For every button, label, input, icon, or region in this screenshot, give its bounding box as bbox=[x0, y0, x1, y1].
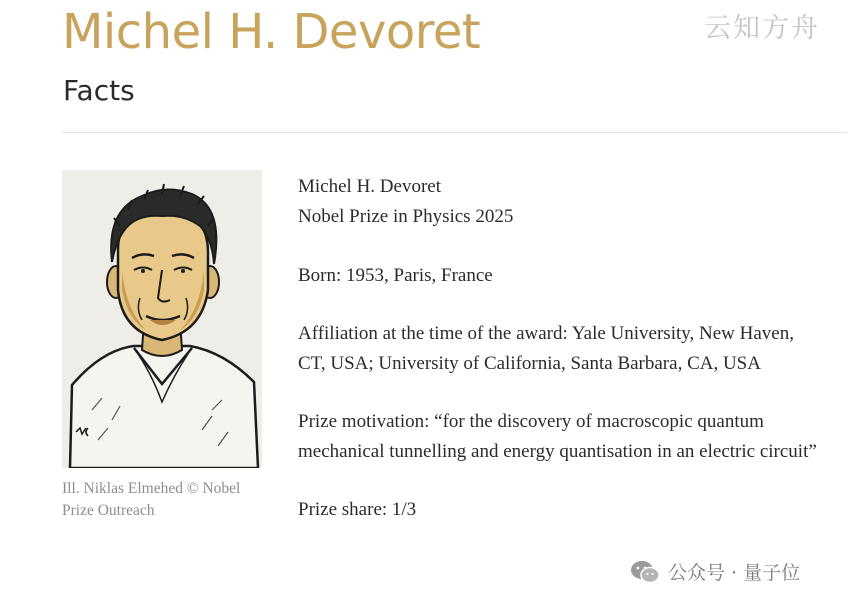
wechat-icon bbox=[630, 559, 660, 585]
facts-born: Born: 1953, Paris, France bbox=[298, 265, 493, 286]
facts-panel bbox=[298, 172, 818, 553]
watermark-bottom-text: 公众号 · 量子位 bbox=[668, 562, 801, 584]
section-title: Facts bbox=[63, 74, 135, 107]
facts-name: Michel H. Devoret bbox=[298, 176, 441, 197]
facts-prize: Nobel Prize in Physics 2025 bbox=[298, 206, 514, 227]
watermark-bottom bbox=[630, 558, 800, 585]
laureate-portrait bbox=[62, 170, 262, 468]
facts-prize-share: Prize share: 1/3 bbox=[298, 499, 417, 520]
watermark-top: 云知方舟 bbox=[704, 13, 820, 44]
facts-affiliation: Affiliation at the time of the award: Yale University, New Haven, CT, USA; University of California, Santa Barbara, CA, USA bbox=[298, 323, 794, 374]
divider bbox=[62, 132, 847, 133]
laureate-name: Michel H. Devoret bbox=[62, 4, 481, 60]
portrait-illustration bbox=[62, 170, 262, 468]
facts-motivation: Prize motivation: “for the discovery of macroscopic quantum mechanical tunnelling and energy quantisation in an electric circuit” bbox=[298, 411, 817, 462]
portrait-caption: Ill. Niklas Elmehed © Nobel Prize Outreach bbox=[62, 480, 241, 519]
